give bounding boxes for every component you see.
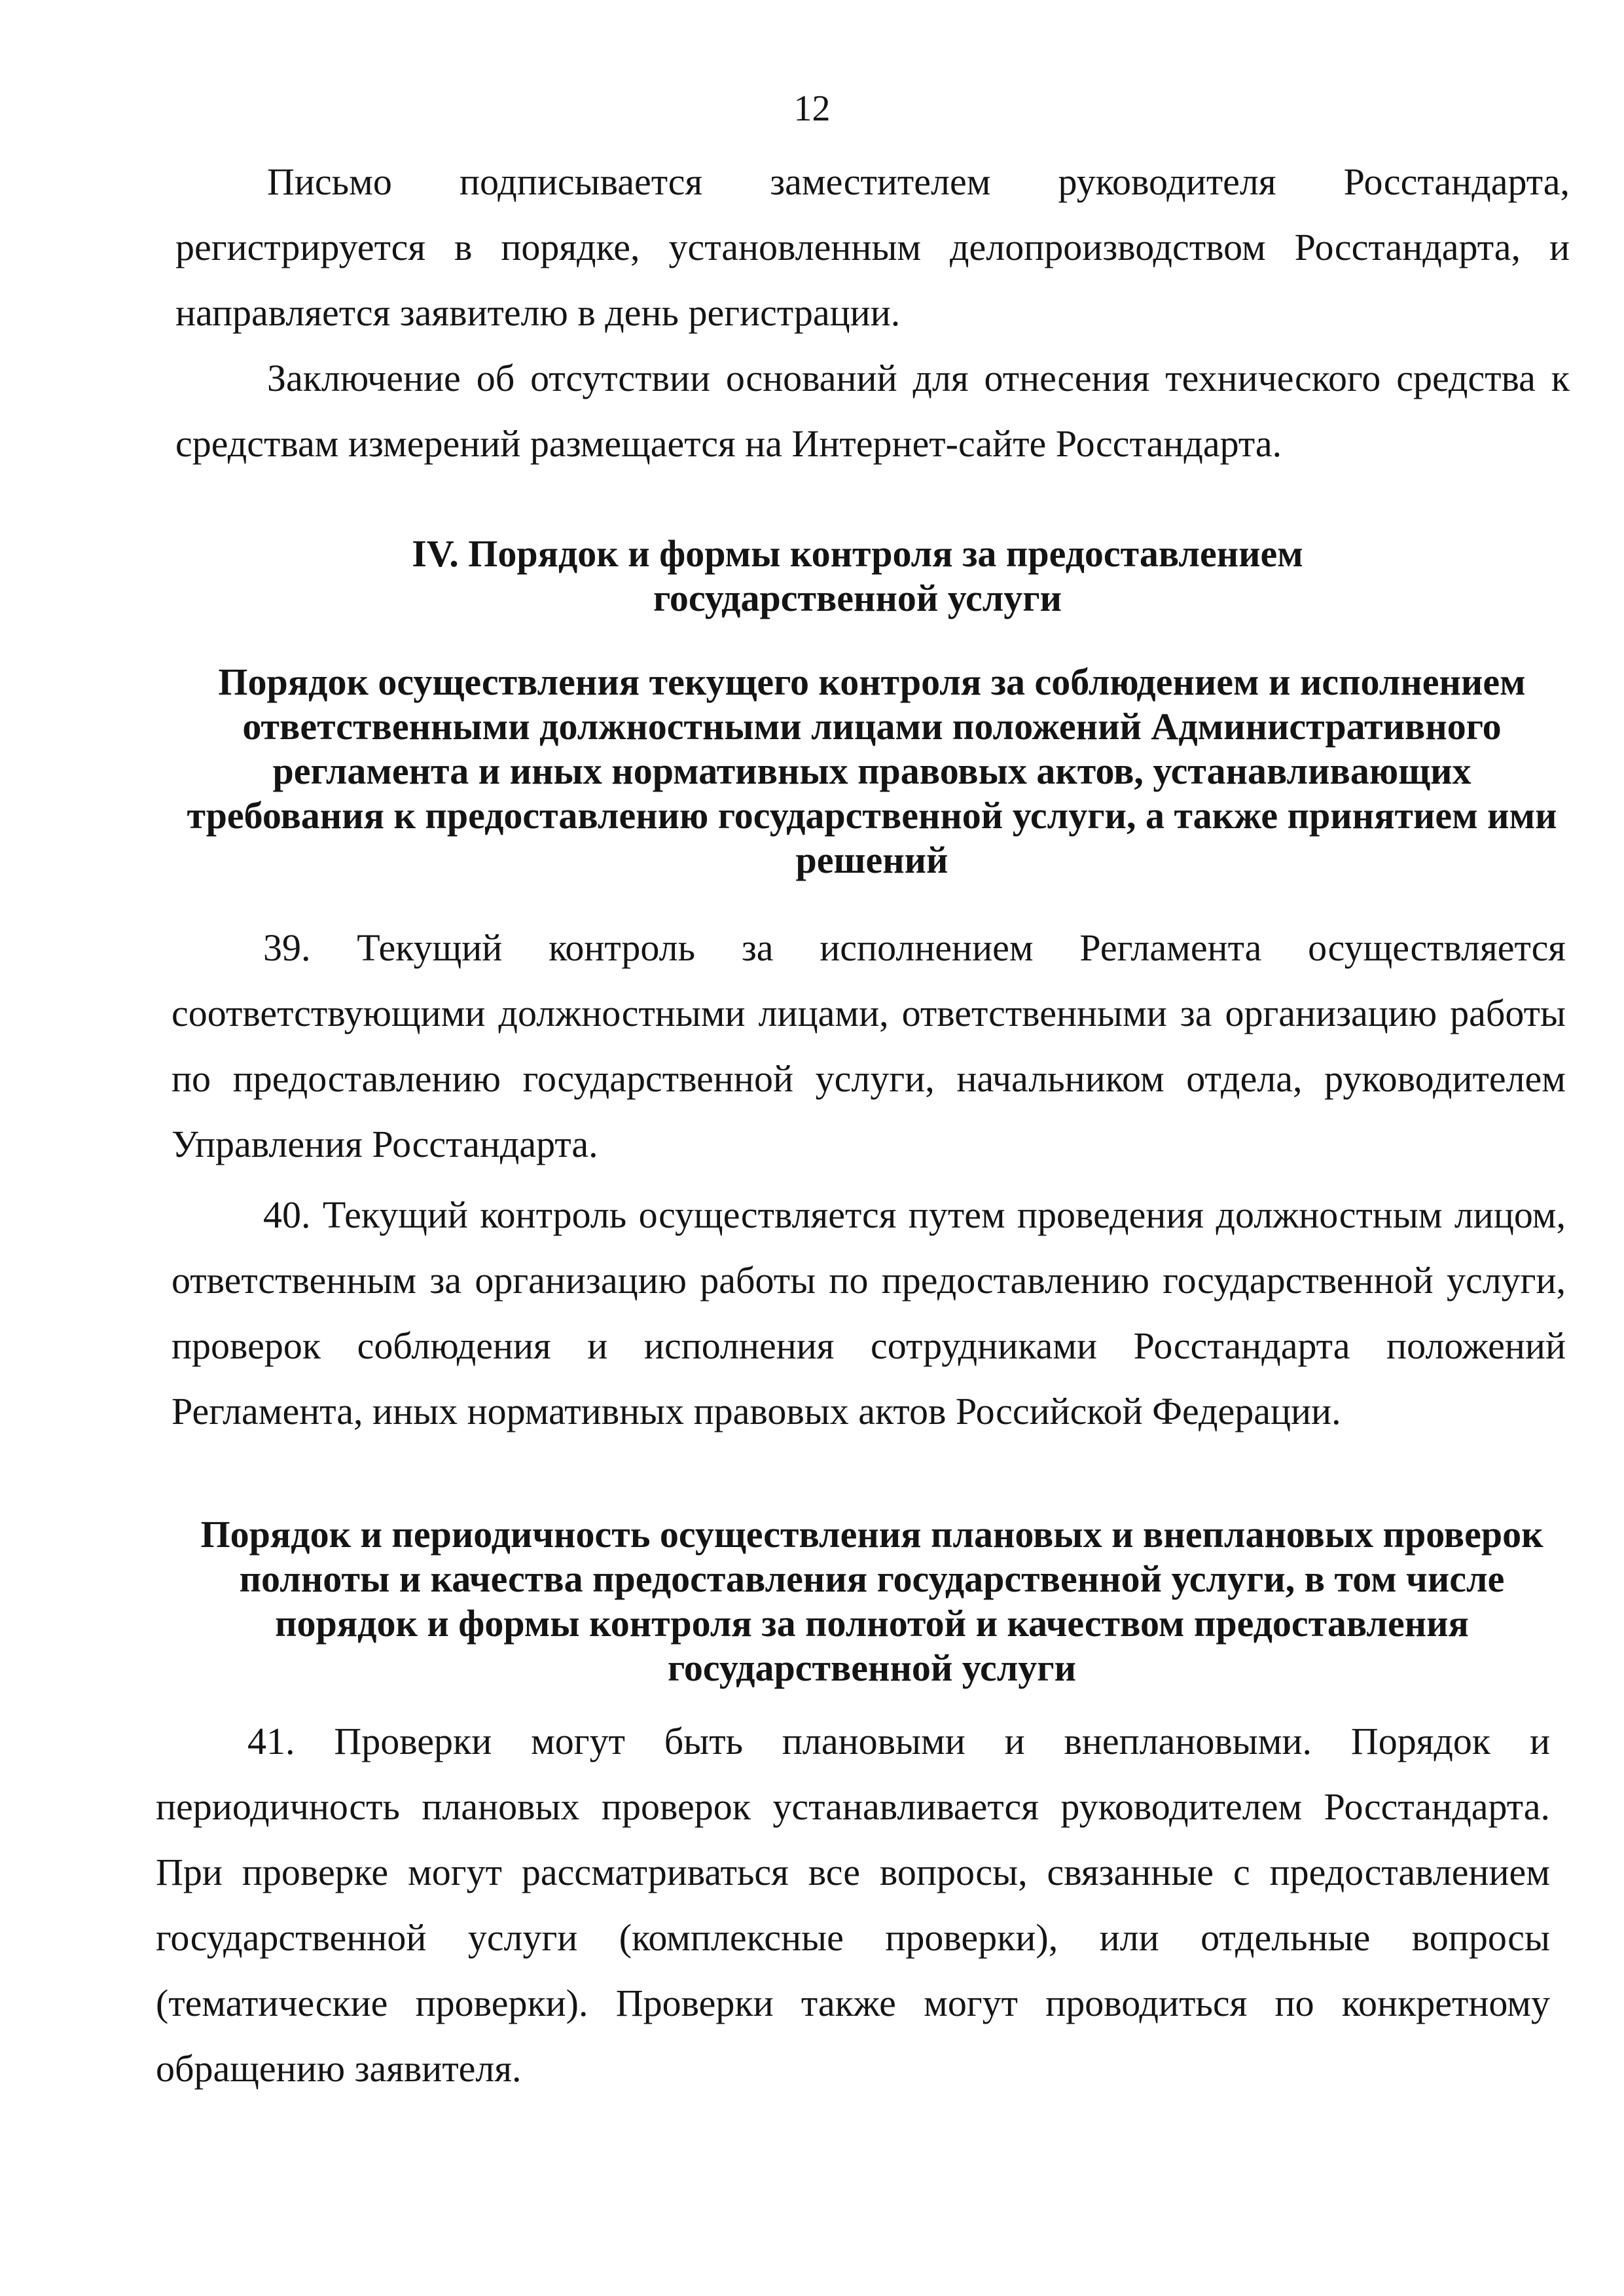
paragraph-letter-signing: Письмо подписывается заместителем руководителя Росстандарта, регистрируется в порядке, установленным делопроизводством Росстандарта, и направляется заявителю в день регистрации. [175, 160, 1570, 334]
page-number: 12 [793, 88, 831, 129]
paragraph-40: 40. Текущий контроль осуществляется путем проведения должностным лицом, ответственным за организацию работы по предоставлению государственной услуги, проверок соблюдения и исполнения сотрудниками Росстандарта положений Регламента, иных нормативных правовых актов Российской Федерации. [171, 1194, 1566, 1432]
paragraph-39: 39. Текущий контроль за исполнением Регламента осуществляется соответствующими должностными лицами, ответственными за организацию работы по предоставлению государственной услуги, начальником отдела, руководителем Управления Росстандарта. [171, 926, 1566, 1165]
paragraph-41: 41. Проверки могут быть плановыми и внеплановыми. Порядок и периодичность плановых проверок устанавливается руководителем Росстандарта. При проверке могут рассматриваться все вопросы, связанные с предоставлением государственной услуги (комплексные проверки), или отдельные вопросы (тематические проверки). Проверки также могут проводиться по конкретному обращению заявителя. [156, 1720, 1550, 2090]
paragraph-conclusion-publication: Заключение об отсутствии оснований для отнесения технического средства к средствам измерений размещается на Интернет-сайте Росстандарта. [175, 357, 1570, 465]
subheading-current-control: Порядок осуществления текущего контроля за соблюдением и исполнением ответственными должностными лицами положений Административного регламента и иных нормативных правовых актов, устанавливающих требования к предоставлению государственной услуги, а также принятием ими решений [187, 661, 1557, 881]
section-heading-iv: IV. Порядок и формы контроля за предоставлением государственной услуги [412, 532, 1303, 619]
subheading-inspections: Порядок и периодичность осуществления плановых и внеплановых проверок полноты и качества предоставления государственной услуги, в том числе порядок и формы контроля за полнотой и качеством предоставления государственной услуги [200, 1513, 1543, 1689]
